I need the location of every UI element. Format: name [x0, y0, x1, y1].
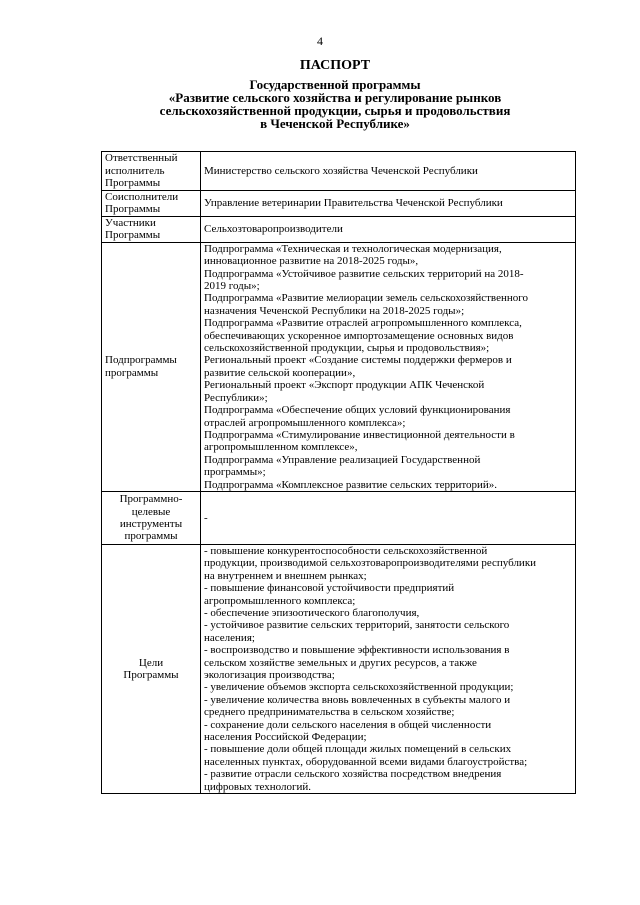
document-title-block: [90, 58, 580, 130]
passport-table: [101, 151, 576, 794]
label-goals: Цели Программы: [102, 544, 201, 793]
subtitle-line: Государственной программы: [249, 77, 421, 92]
subtitle-line: сельскохозяйственной продукции, сырья и продовольствия: [159, 103, 511, 118]
label-subprograms: Подпрограммы программы: [102, 242, 201, 491]
value-responsible: Министерство сельского хозяйства Чеченской Республики: [201, 152, 576, 191]
value-co-executors: Управление ветеринарии Правительства Чеченской Республики: [201, 191, 576, 217]
value-program-tools: -: [201, 491, 576, 544]
page-number: 4: [317, 34, 323, 48]
table-row-program-tools: [102, 491, 576, 544]
label-co-executors: Соисполнители Программы: [102, 191, 201, 217]
value-participants: Сельхозтоваропроизводители: [201, 216, 576, 242]
table-row-responsible: [102, 152, 576, 191]
table-row-participants: [102, 216, 576, 242]
table-row-subprograms: [102, 242, 576, 491]
value-subprograms: Подпрограмма «Техническая и технологическая модернизация, инновационное развитие на 2018-2025 годы», Подпрограмма «Устойчивое развитие сельских территорий на 2018- 2019 годы»; Подпрограмма «Развитие мелиорации земель сельскохозяйственного назначения Чеченской Республики на 2018-2025 годы»; Подпрограмма «Развитие отраслей агропромышленного комплекса, обеспечивающих ускоренное импортозамещение основных видов сельскохозяйственной продукции, сырья и продовольствия»; Региональный проект «Создание системы поддержки фермеров и развитие сельской кооперации», Региональный проект «Экспорт продукции АПК Чеченской Республики»; Подпрограмма «Обеспечение общих условий функционирования отраслей агропромышленного комплекса»; Подпрограмма «Стимулирование инвестиционной деятельности в агропромышленном комплексе», Подпрограмма «Управление реализацией Государственной программы»; Подпрограмма «Комплексное развитие сельских территорий».: [201, 242, 576, 491]
table-row-co-executors: [102, 191, 576, 217]
value-goals: - повышение конкурентоспособности сельскохозяйственной продукции, производимой сельхозтоваропроизводителями республики на внутреннем и внешнем рынках; - повышение финансовой устойчивости предприятий агропромышленного комплекса; - обеспечение эпизоотического благополучия, - устойчивое развитие сельских территорий, занятости сельского населения; - воспроизводство и повышение эффективности использования в сельском хозяйстве земельных и других ресурсов, а также экологизация производства; - увеличение объемов экспорта сельскохозяйственной продукции; - увеличение количества вновь вовлеченных в субъекты малого и среднего предпринимательства в сельском хозяйстве; - сохранение доли сельского населения в общей численности населения Российской Федерации; - повышение доли общей площади жилых помещений в сельских населенных пунктах, оборудованной всеми видами благоустройства; - развитие отрасли сельского хозяйства посредством внедрения цифровых технологий.: [201, 544, 576, 793]
label-program-tools: Программно- целевые инструменты программы: [102, 491, 201, 544]
table-row-goals: [102, 544, 576, 793]
label-participants: Участники Программы: [102, 216, 201, 242]
label-responsible: Ответственный исполнитель Программы: [102, 152, 201, 191]
document-title: ПАСПОРТ: [299, 58, 371, 73]
subtitle-line: в Чеченской Республике»: [260, 116, 410, 131]
subtitle-line: «Развитие сельского хозяйства и регулирование рынков: [168, 90, 502, 105]
